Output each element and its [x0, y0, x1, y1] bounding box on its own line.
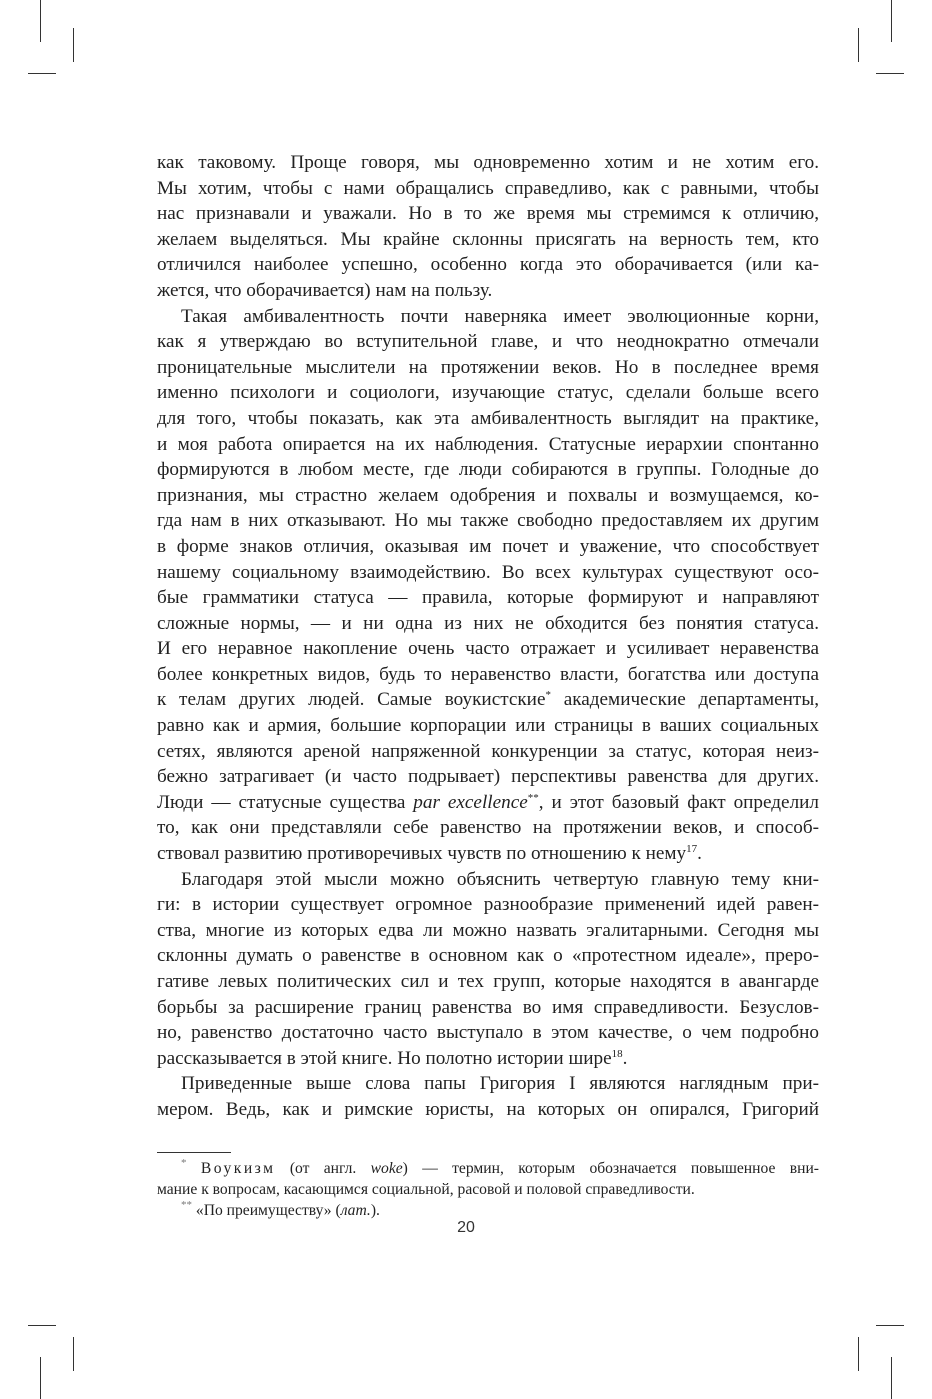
text-run: равно как и армия, большие корпорации или страницы в ваших социальных [157, 715, 819, 737]
text-line [157, 1179, 819, 1200]
crop-mark [876, 73, 904, 74]
text-line [157, 534, 819, 560]
crop-mark [73, 28, 74, 62]
text-line [157, 406, 819, 432]
text-run: борьбы за расширение границ равенства во имя справедливости. Безуслов- [157, 996, 819, 1018]
text-run: формируются в любом месте, где люди собираются в группы. Голодные до [157, 459, 819, 481]
crop-mark [876, 1325, 904, 1326]
text-run: Мы хотим, чтобы с нами обращались справедливо, как с равными, чтобы [157, 177, 819, 199]
text-line [157, 739, 819, 765]
text-line [157, 508, 819, 534]
footnotes [157, 1158, 819, 1221]
text-run: и моя работа опирается на их наблюдения. Статусные иерархии спонтанно [157, 433, 819, 455]
text-run: ги: в истории существует огромное разнообразие применений идей равен- [157, 894, 819, 916]
text-line [157, 790, 819, 816]
text-run: сетях, являются ареной напряженной конкуренции за статус, которая неиз- [157, 740, 819, 762]
text-run: (от англ. [275, 1160, 371, 1177]
text-line [157, 713, 819, 739]
footnote-marker: ** [181, 1199, 192, 1211]
text-run: признания, мы страстно желаем одобрения и похвалы и возмущаемся, ко- [157, 484, 819, 506]
text-line [157, 176, 819, 202]
text-run: сложные нормы, — и ни одна из них не обходится без понятия статуса. [157, 612, 819, 634]
text-line [157, 201, 819, 227]
text-line [157, 560, 819, 586]
text-run: Такая амбивалентность почти наверняка имеет эволюционные корни, [181, 305, 819, 327]
text-line [157, 432, 819, 458]
text-run: более конкретных видов, будь то неравенство власти, богатства или доступа [157, 663, 819, 685]
text-line [157, 380, 819, 406]
text-run: ствовал развитию противоречивых чувств по отношению к нему [157, 843, 687, 865]
crop-mark [891, 1357, 892, 1399]
text-line [157, 150, 819, 176]
text-run: бежно затрагивает (и часто подрывает) перспективы равенства для других. [157, 766, 819, 788]
text-run: Благодаря этой мысли можно объяснить четвертую главную тему кни- [181, 868, 819, 890]
footnote-marker: * [181, 1157, 187, 1169]
text-run: «По преимуществу» ( [192, 1202, 341, 1219]
text-run: нас признавали и уважали. Но в то же время мы стремимся к отличию, [157, 203, 819, 225]
text-run: Воукизм [200, 1160, 276, 1177]
text-run: к телам других людей. Самые воукистские [157, 689, 546, 711]
text-run: как таковому. Проще говоря, мы одновременно хотим и не хотим его. [157, 152, 819, 173]
text-run: желаем выделяться. Мы крайне склонны присягать на верность тем, кто [157, 228, 819, 250]
text-run: бые грамматики статуса — правила, которые формируют и направляют [157, 587, 819, 609]
text-line [157, 969, 819, 995]
page-number: 20 [457, 1219, 475, 1236]
crop-mark [40, 0, 41, 42]
text-line [157, 687, 819, 713]
crop-mark [28, 73, 56, 74]
crop-mark [28, 1325, 56, 1326]
text-run: проницательные мыслители на протяжении веков. Но в последнее время [157, 356, 819, 378]
footnote-marker: 17 [686, 843, 698, 856]
text-line [157, 892, 819, 918]
crop-mark [40, 1357, 41, 1399]
text-line [157, 278, 819, 304]
text-run: склонны думать о равенстве в основном как о «протестном идеале», преро- [157, 945, 819, 967]
text-run: рассказывается в этой книге. Но полотно истории шире [157, 1047, 612, 1069]
text-line [157, 329, 819, 355]
text-run: woke [370, 1160, 403, 1177]
text-line [157, 1046, 819, 1072]
crop-mark [73, 1337, 74, 1371]
text-run: Приведенные выше слова папы Григория I являются наглядным при- [181, 1073, 819, 1095]
footnote-rule [157, 1152, 231, 1153]
text-run: гативе левых политических сил и тех групп, которые находятся в авангарде [157, 971, 819, 992]
text-run: гда нам в них отказывают. Но мы также свободно предоставляем их другим [157, 510, 819, 532]
text-line [157, 1200, 819, 1221]
text-run [187, 1160, 201, 1177]
crop-mark [891, 0, 892, 42]
text-run: par excellence [413, 791, 528, 813]
text-run: ). [370, 1202, 380, 1219]
text-run: ства, многие из которых едва ли можно назвать эгалитарными. Сегодня мы [157, 919, 819, 941]
text-line [157, 355, 819, 381]
text-run: лат. [340, 1202, 371, 1219]
text-line [157, 918, 819, 944]
text-line [157, 764, 819, 790]
text-run: именно психологи и социологи, изучающие статус, сделали больше всего [157, 382, 819, 404]
text-run: , и этот базовый факт определил [538, 791, 819, 813]
text-line [157, 252, 819, 278]
body-text [157, 150, 819, 1123]
crop-mark [858, 1337, 859, 1371]
text-run: нашему социальному взаимодействию. Во всех культурах существуют осо- [157, 561, 819, 583]
text-line [157, 1020, 819, 1046]
text-line [157, 995, 819, 1021]
text-line [157, 611, 819, 637]
text-run: . [622, 1047, 628, 1069]
text-run: академические департаменты, [550, 689, 820, 711]
text-run: ) — термин, которым обозначается повышенное вни- [402, 1160, 819, 1177]
text-run: то, как они представляли себе равенство на протяжении веков, и способ- [157, 817, 819, 839]
text-line [157, 1097, 819, 1123]
text-line [157, 662, 819, 688]
text-run: . [697, 843, 702, 865]
text-line [157, 636, 819, 662]
text-run: для того, чтобы показать, как эта амбивалентность выглядит на практике, [157, 407, 819, 429]
text-run: но, равенство достаточно часто выступало в этом качестве, о чем подробно [157, 1022, 819, 1044]
text-run: Люди — статусные существа [157, 791, 414, 813]
text-line [157, 841, 819, 867]
crop-mark [858, 28, 859, 62]
text-run: как я утверждаю во вступительной главе, и что неоднократно отмечали [157, 331, 819, 353]
text-line [157, 1071, 819, 1097]
text-run: в форме знаков отличия, оказывая им почет и уважение, что способствует [157, 535, 819, 557]
text-line [157, 585, 819, 611]
text-run: отличился наиболее успешно, особенно когда это оборачивается (или ка- [157, 254, 819, 276]
text-line [157, 1158, 819, 1179]
text-run: жется, что оборачивается) нам на пользу. [157, 279, 493, 301]
text-line [157, 304, 819, 330]
footnote-marker: ** [527, 791, 539, 804]
text-run: мание к вопросам, касающимся социальной, расовой и половой справедливости. [157, 1181, 695, 1198]
text-line [157, 815, 819, 841]
text-line [157, 483, 819, 509]
text-run: мером. Ведь, как и римские юристы, на которых он опирался, Григорий [157, 1098, 819, 1120]
footnote-marker: 18 [611, 1047, 623, 1060]
text-run: И его неравное накопление очень часто отражает и усиливает неравенства [157, 638, 819, 660]
text-line [157, 227, 819, 253]
footnote-marker: * [545, 689, 551, 702]
text-line [157, 457, 819, 483]
text-line [157, 867, 819, 893]
text-line [157, 943, 819, 969]
